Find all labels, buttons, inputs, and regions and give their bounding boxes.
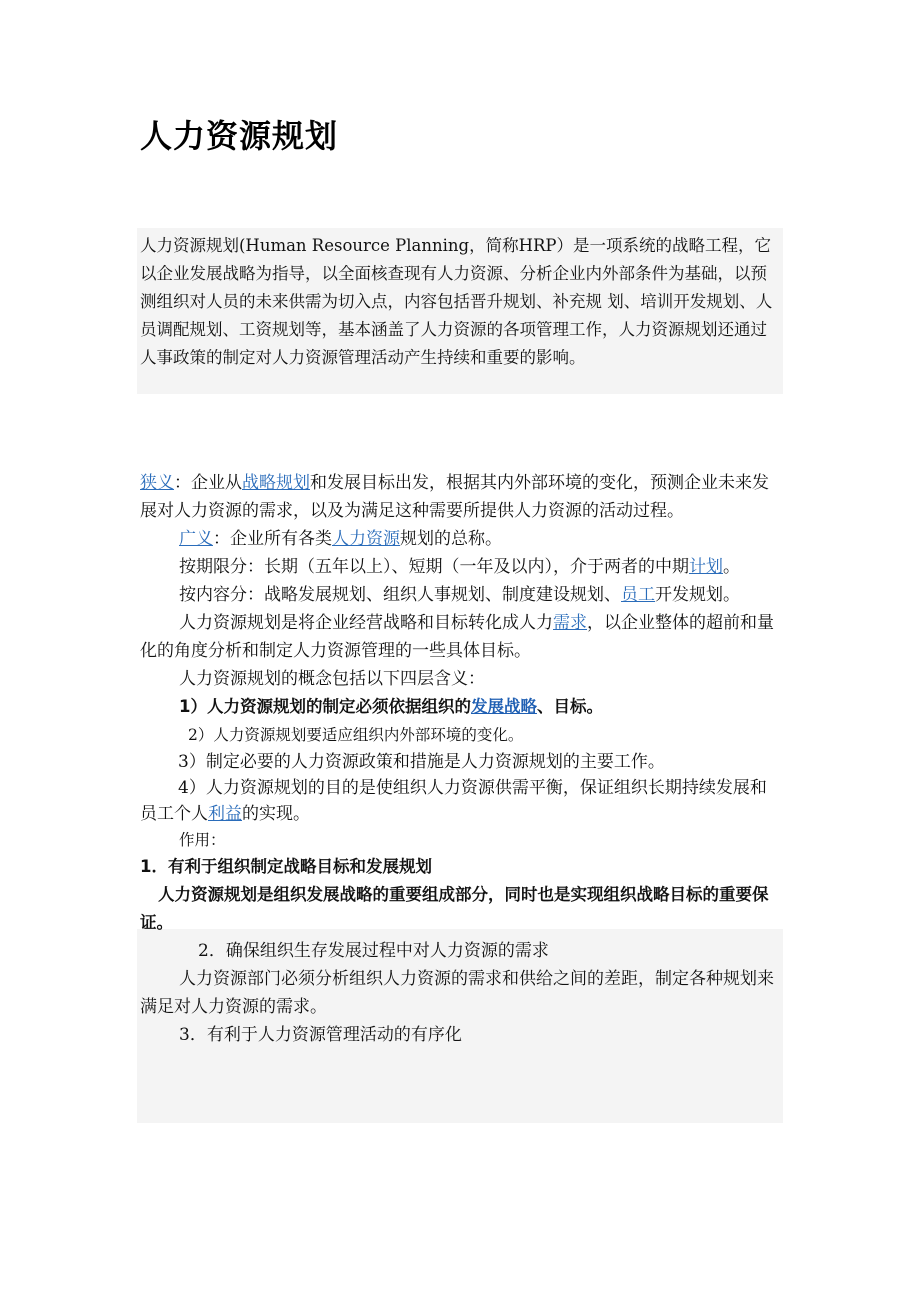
term-classification <box>140 553 780 581</box>
narrow-definition <box>140 469 780 525</box>
narrow-text-1: ：企业从 <box>174 473 242 493</box>
plan-link[interactable]: 计划 <box>689 557 723 577</box>
concept-point-3: 3）制定必要的人力资源政策和措施是人力资源规划的主要工作。 <box>178 752 665 772</box>
page-title: 人力资源规划 <box>140 117 339 155</box>
content-text-2: 开发规划。 <box>655 585 740 605</box>
term-text-1: 按期限分：长期（五年以上）、短期（一年及以内），介于两者的中期 <box>179 557 689 577</box>
demand-link[interactable]: 需求 <box>553 613 587 633</box>
concept-point-2: 2）人力资源规划要适应组织内外部环境的变化。 <box>188 726 524 744</box>
broad-link[interactable]: 广义 <box>179 529 213 549</box>
point1-text-2: 、目标。 <box>536 697 603 716</box>
transform-text-1: 人力资源规划是将企业经营战略和目标转化成人力 <box>179 613 553 633</box>
concept-point-4 <box>140 775 780 827</box>
transform-text-2: ，以企业整体的超前和量化的角度分析和制定人力资源管理的一些具体目标。 <box>140 613 774 661</box>
concept-intro: 人力资源规划的概念包括以下四层含义： <box>179 669 485 689</box>
employee-link[interactable]: 员工 <box>621 585 655 605</box>
role-2-body: 人力资源部门必须分析组织人力资源的需求和供给之间的差距，制定各种规划来满足对人力资源的需求。 <box>140 969 774 1017</box>
strategic-planning-link[interactable]: 战略规划 <box>242 473 310 493</box>
broad-definition <box>140 525 780 553</box>
point4-text-2: 的实现。 <box>242 804 310 824</box>
term-text-2: 。 <box>723 557 740 577</box>
content-classification <box>140 581 780 609</box>
point1-text-1: 1）人力资源规划的制定必须依据组织的 <box>179 697 471 716</box>
point4-text-1: 4）人力资源规划的目的是使组织人力资源供需平衡，保证组织长期持续发展和员工个人 <box>140 778 767 824</box>
role-1-body: 人力资源规划是组织发展战略的重要组成部分，同时也是实现组织战略目标的重要保证。 <box>140 885 769 932</box>
human-resources-link[interactable]: 人力资源 <box>332 529 400 549</box>
role-1-title: 1．有利于组织制定战略目标和发展规划 <box>140 857 432 876</box>
narrow-link[interactable]: 狭义 <box>140 473 174 493</box>
intro-paragraph: 人力资源规划(Human Resource Planning，简称HRP）是一项系统的战略工程，它以企业发展战略为指导，以全面核查现有人力资源、分析企业内外部条件为基础，以预测组织对人员的未来供需为切入点，内容包括晋升规划、补充规 划、培训开发规划、人员调配规划、工资规划等，基本涵盖了人力资源的各项管理工作，人力资源规划还通过人事政策的制定对人力资源管理活动产生持续和重要的影响。 <box>140 236 773 367</box>
concept-point-1 <box>140 693 780 721</box>
role-3-title: 3．有利于人力资源管理活动的有序化 <box>179 1025 462 1045</box>
development-strategy-link[interactable]: 发展战略 <box>470 697 537 716</box>
main-body <box>140 469 780 1049</box>
content-text-1: 按内容分：战略发展规划、组织人事规划、制度建设规划、 <box>179 585 621 605</box>
role-2-title: 2．确保组织生存发展过程中对人力资源的需求 <box>198 941 549 961</box>
broad-text-2: 规划的总称。 <box>400 529 502 549</box>
narrow-text-2: 和发展目标出发，根据其内外部环境的变化，预测企业未来发展对人力资源的需求，以及为满足这种需要所提供人力资源的活动过程。 <box>140 473 769 521</box>
transform-paragraph <box>140 609 780 665</box>
role-label: 作用： <box>179 831 226 849</box>
broad-text-1: ：企业所有各类 <box>213 529 332 549</box>
interest-link[interactable]: 利益 <box>208 804 242 824</box>
